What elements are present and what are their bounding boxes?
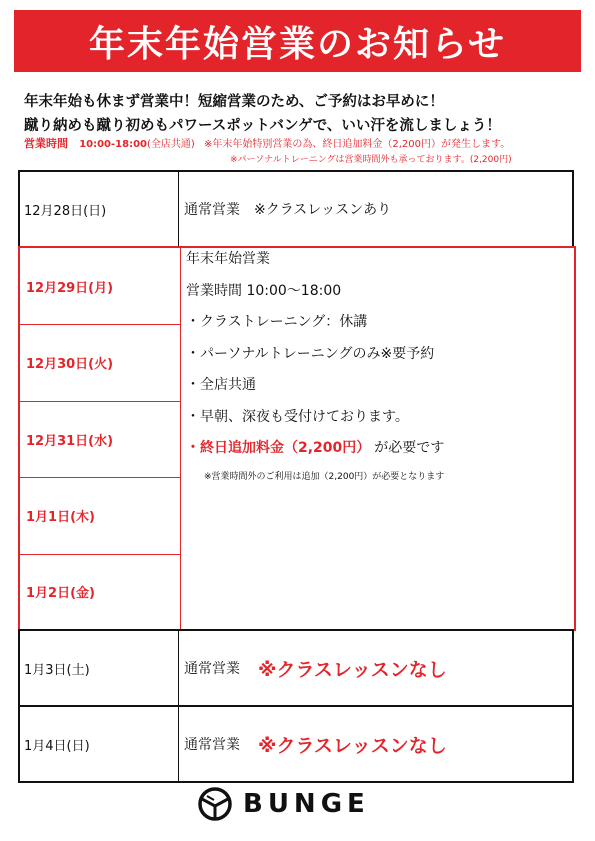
- date-cell: 1月4日(日): [24, 738, 90, 754]
- content-text: 通常営業 ※クラスレッスンあり: [184, 202, 392, 218]
- surcharge-line: [186, 433, 566, 465]
- date-cell: 1月3日(土): [24, 662, 90, 678]
- hours-value: 10:00-18:00: [79, 139, 147, 150]
- detail-line: ・早朝、深夜も受付けております。: [186, 408, 409, 425]
- intro-text: [24, 90, 584, 138]
- date-cell: 12月29日(月): [26, 280, 114, 296]
- divider: [178, 170, 179, 248]
- hours-note-1: ※年末年始特別営業の為、終日追加料金（2,200円）が発生します。: [204, 139, 511, 150]
- brand-name: BUNGE: [243, 789, 370, 819]
- divider: [178, 629, 179, 707]
- date-cell: 12月31日(水): [26, 433, 114, 449]
- date-cell: 12月30日(火): [26, 357, 114, 372]
- content-cell: [184, 170, 391, 248]
- divider: [180, 248, 181, 629]
- hours-label: 営業時間: [24, 137, 68, 150]
- detail-line: ・パーソナルトレーニングのみ※要予約: [186, 345, 435, 362]
- divider: [178, 705, 179, 783]
- holiday-details: [186, 244, 566, 482]
- surcharge-emphasis: ・終日追加料金（2,200円）: [186, 440, 371, 456]
- page-title: 年末年始営業のお知らせ: [14, 10, 581, 72]
- schedule-table: [18, 170, 576, 783]
- emphasis-text: ※クラスレッスンなし: [258, 658, 447, 681]
- hours-note-2: ※パーソナルトレーニングは営業時間外も承っております。(2,200円): [230, 155, 512, 165]
- footer: [197, 786, 370, 822]
- detail-line: 営業時間 10:00～18:00: [186, 282, 342, 299]
- content-cell: [184, 705, 447, 783]
- intro-line-1: 年末年始も休まず営業中！短縮営業のため、ご予約はお早めに！: [24, 94, 444, 110]
- date-cell: 1月2日(金): [26, 586, 95, 601]
- detail-line: ・全店共通: [186, 377, 256, 393]
- hours-scope: (全店共通): [147, 139, 195, 150]
- content-text: 通常営業: [184, 661, 240, 677]
- date-cell: 1月1日(木): [26, 510, 95, 525]
- intro-line-2: 蹴り納めも蹴り初めもパワースポットバンゲで、いい汗を流しましょう！: [24, 118, 501, 134]
- content-cell: [184, 629, 447, 707]
- hours-info: [24, 135, 510, 151]
- content-text: 通常営業: [184, 737, 240, 753]
- bunge-logo-icon: [197, 786, 233, 822]
- date-cell: 12月28日(日): [24, 203, 107, 219]
- surcharge-tail: が必要です: [374, 440, 445, 456]
- detail-line: ・クラストレーニング：休講: [186, 314, 368, 330]
- emphasis-text: ※クラスレッスンなし: [258, 734, 447, 757]
- small-note: ※営業時間外のご利用は追加（2,200円）が必要となります: [204, 471, 445, 482]
- detail-line: 年末年始営業: [186, 251, 270, 267]
